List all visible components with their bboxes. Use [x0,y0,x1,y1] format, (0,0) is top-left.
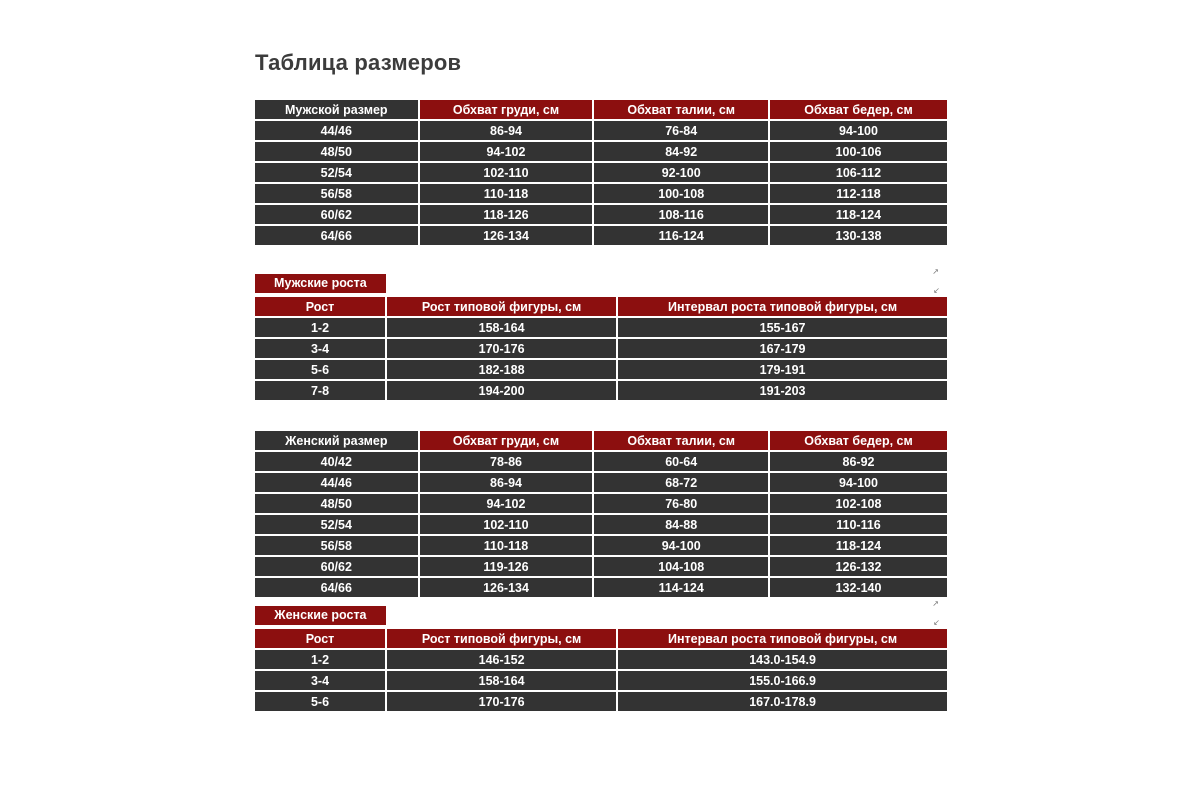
cell: 7-8 [255,381,385,400]
table-row [255,318,947,337]
cell: 167-179 [618,339,947,358]
cell: 84-92 [594,142,768,161]
table-row [255,121,947,140]
cell: 94-100 [770,121,947,140]
cell: 110-116 [770,515,947,534]
cell: 94-102 [420,142,593,161]
men-heights-block [255,267,947,402]
cell: 155-167 [618,318,947,337]
cell: 78-86 [420,452,593,471]
cell: 158-164 [387,671,616,690]
cell: 194-200 [387,381,616,400]
women-sizes-block [255,429,947,599]
cell: 179-191 [618,360,947,379]
cell: 170-176 [387,692,616,711]
cell: 48/50 [255,494,418,513]
cell: 118-126 [420,205,593,224]
column-header: Рост [255,629,385,648]
cell: 191-203 [618,381,947,400]
cell: 143.0-154.9 [618,650,947,669]
cell: 126-134 [420,226,593,245]
cell: 158-164 [387,318,616,337]
cell: 167.0-178.9 [618,692,947,711]
cell: 86-94 [420,121,593,140]
men-heights-table [253,295,949,402]
page-title: Таблица размеров [255,50,462,75]
cell: 114-124 [594,578,768,597]
table-row [255,578,947,597]
column-header: Обхват бедер, см [770,431,947,450]
resize-handle-icon: ↗ [932,599,939,608]
cell: 1-2 [255,650,385,669]
cell: 60/62 [255,205,418,224]
cell: 56/58 [255,536,418,555]
cell: 64/66 [255,578,418,597]
cell: 60/62 [255,557,418,576]
column-header: Обхват груди, см [420,431,593,450]
cell: 116-124 [594,226,768,245]
cell: 68-72 [594,473,768,492]
cell: 146-152 [387,650,616,669]
table-row [255,142,947,161]
cell: 92-100 [594,163,768,182]
cell: 40/42 [255,452,418,471]
cell: 5-6 [255,360,385,379]
cell: 76-80 [594,494,768,513]
column-header: Обхват бедер, см [770,100,947,119]
table-row [255,557,947,576]
cell: 106-112 [770,163,947,182]
cell: 118-124 [770,536,947,555]
cell: 86-92 [770,452,947,471]
cell: 1-2 [255,318,385,337]
column-header: Рост [255,297,385,316]
size-chart-content [255,50,947,713]
column-header: Обхват талии, см [594,100,768,119]
table-row [255,692,947,711]
men-sizes-block [255,98,947,247]
cell: 104-108 [594,557,768,576]
cell: 126-134 [420,578,593,597]
table-row [255,494,947,513]
women-heights-table [253,627,949,713]
cell: 44/46 [255,121,418,140]
cell: 132-140 [770,578,947,597]
cell: 52/54 [255,163,418,182]
table-row [255,536,947,555]
women-heights-block [255,599,947,713]
cell: 112-118 [770,184,947,203]
table-row [255,163,947,182]
cell: 130-138 [770,226,947,245]
column-header: Рост типовой фигуры, см [387,297,616,316]
cell: 102-108 [770,494,947,513]
cell: 60-64 [594,452,768,471]
column-header: Обхват талии, см [594,431,768,450]
cell: 52/54 [255,515,418,534]
cell: 64/66 [255,226,418,245]
cell: 86-94 [420,473,593,492]
cell: 84-88 [594,515,768,534]
column-header: Интервал роста типовой фигуры, см [618,629,947,648]
column-header: Обхват груди, см [420,100,593,119]
cell: 108-116 [594,205,768,224]
header-row [255,297,947,316]
table-row [255,226,947,245]
cell: 119-126 [420,557,593,576]
cell: 110-118 [420,184,593,203]
column-header: Рост типовой фигуры, см [387,629,616,648]
header-row [255,431,947,450]
column-header: Мужской размер [255,100,418,119]
cell: 94-100 [594,536,768,555]
cell: 100-108 [594,184,768,203]
cell: 5-6 [255,692,385,711]
table-row [255,381,947,400]
table-row [255,473,947,492]
resize-handle-icon: ↙ [933,286,940,295]
women-heights-label: Женские роста [255,606,386,625]
men-sizes-table [253,98,949,247]
table-row [255,650,947,669]
header-row [255,100,947,119]
header-row [255,629,947,648]
cell: 3-4 [255,671,385,690]
column-header: Интервал роста типовой фигуры, см [618,297,947,316]
table-row [255,360,947,379]
cell: 48/50 [255,142,418,161]
men-heights-label: Мужские роста [255,274,386,293]
tables-container [255,98,947,713]
cell: 102-110 [420,163,593,182]
cell: 100-106 [770,142,947,161]
table-row [255,452,947,471]
cell: 170-176 [387,339,616,358]
cell: 76-84 [594,121,768,140]
cell: 126-132 [770,557,947,576]
table-row [255,205,947,224]
cell: 94-100 [770,473,947,492]
cell: 44/46 [255,473,418,492]
cell: 56/58 [255,184,418,203]
cell: 118-124 [770,205,947,224]
cell: 3-4 [255,339,385,358]
resize-handle-icon: ↙ [933,618,940,627]
table-row [255,515,947,534]
resize-handle-icon: ↗ [932,267,939,276]
table-row [255,671,947,690]
cell: 155.0-166.9 [618,671,947,690]
cell: 94-102 [420,494,593,513]
column-header: Женский размер [255,431,418,450]
cell: 110-118 [420,536,593,555]
table-row [255,184,947,203]
cell: 182-188 [387,360,616,379]
women-sizes-table [253,429,949,599]
table-row [255,339,947,358]
cell: 102-110 [420,515,593,534]
